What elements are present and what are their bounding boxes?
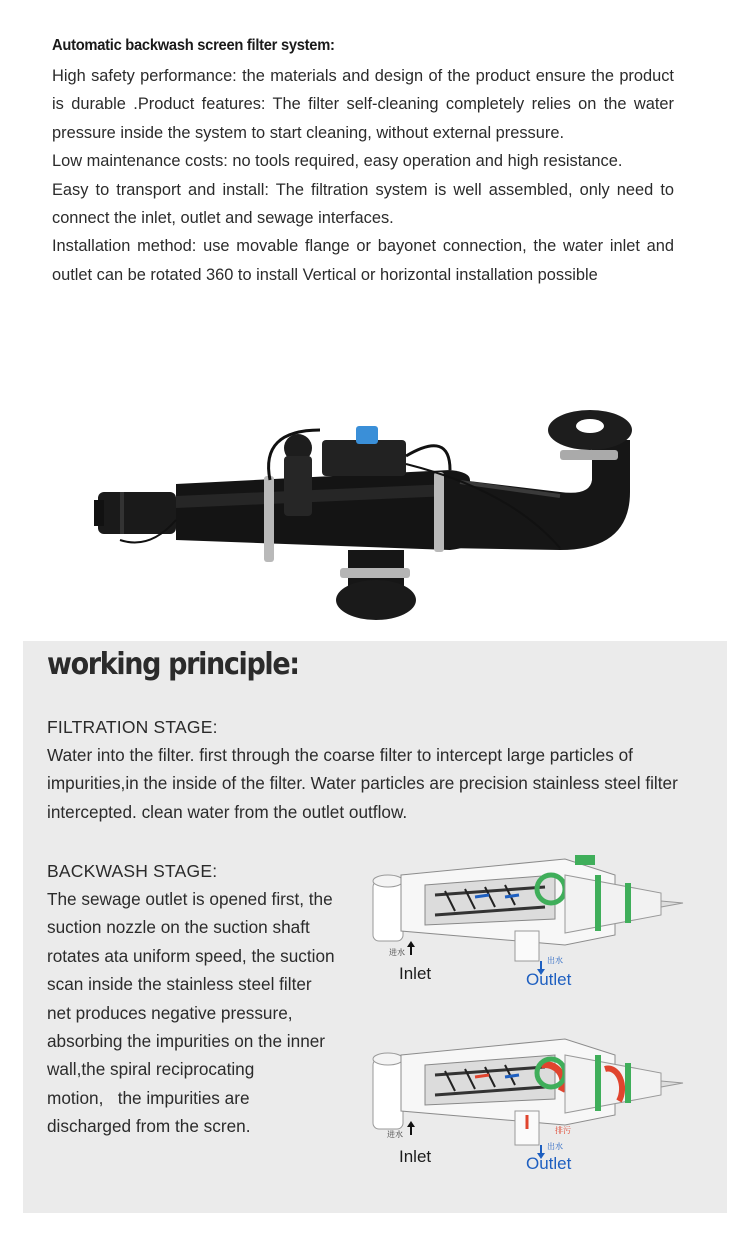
intro-title: Automatic backwash screen filter system: (52, 37, 335, 54)
filtration-stage-label: FILTRATION STAGE: (47, 717, 218, 737)
outlet-label: Outlet (526, 970, 572, 989)
inlet-cn-label: 进水 (389, 948, 405, 957)
intro-section (52, 34, 674, 289)
backwash-diagram (365, 1029, 695, 1179)
intro-paragraph: Low maintenance costs: no tools required, easy operation and high resistance. (52, 152, 623, 171)
product-image (90, 400, 650, 625)
intro-paragraph: Installation method: use movable flange or bayonet connection, the water inlet and outlet can be rotated 360 to install Vertical or horizontal installation possible (52, 237, 674, 284)
outlet-label: Outlet (526, 1154, 572, 1173)
inlet-label: Inlet (399, 964, 432, 983)
backwash-stage-label: BACKWASH STAGE: (47, 861, 218, 881)
backwash-stage-text: The sewage outlet is opened first, the suction nozzle on the suction shaft rotates ata uniform speed, the suction scan inside the stainless steel filter net produces negative pressure, absorbing the impurities on the inner wall,the spiral reciprocating motion, the impurities are discharged from the scren. (47, 889, 335, 1137)
outlet-cn-label: 出水 (547, 956, 563, 965)
inlet-cn-label: 进水 (387, 1130, 403, 1139)
working-principle-panel (23, 641, 727, 1213)
drain-cn-label: 排污 (555, 1126, 571, 1135)
outlet-cn-label: 出水 (547, 1142, 563, 1151)
inlet-label: Inlet (399, 1147, 432, 1166)
filtration-stage-text: Water into the filter. first through the coarse filter to intercept large particles of impurities,in the inside of the filter. Water particles are precision stainless steel filter intercepted. clean water from the outlet outflow. (47, 745, 678, 822)
filtration-diagram (365, 845, 695, 995)
intro-paragraph: Easy to transport and install: The filtration system is well assembled, only need to connect the inlet, outlet and sewage interfaces. (52, 180, 674, 228)
section-title: working principle: (47, 647, 299, 682)
intro-paragraph: High safety performance: the materials and design of the product ensure the product is durable .Product features: The filter self-cleaning completely relies on the water pressure inside the system to start cleaning, without external pressure. (52, 67, 674, 142)
